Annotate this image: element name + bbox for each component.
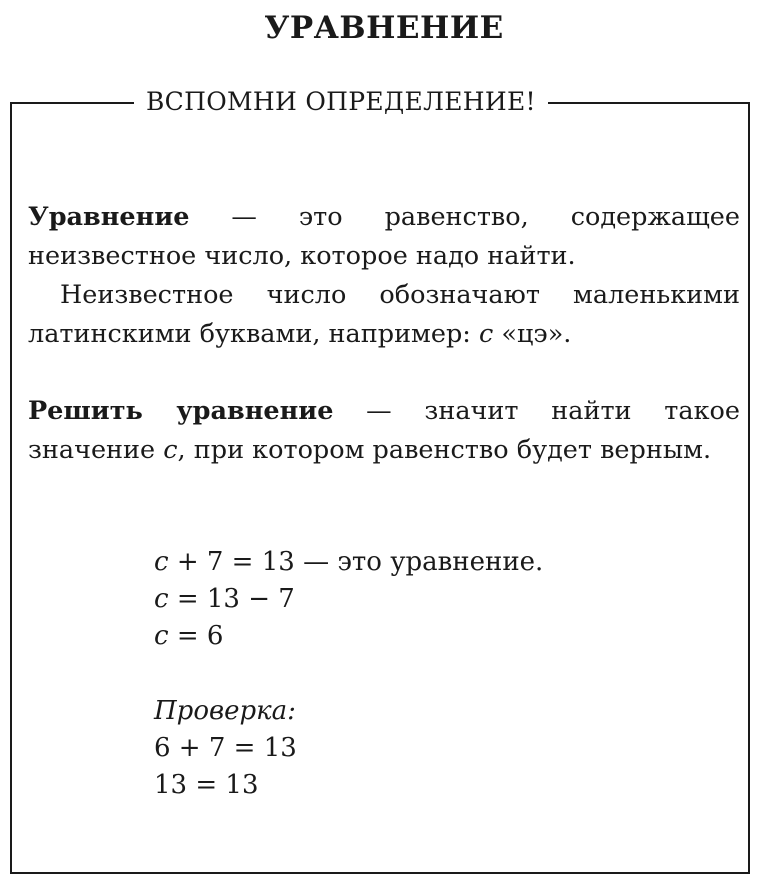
check-line: 13 = 13 <box>154 770 259 800</box>
notation-text: Неизвестное число обозначают маленькими латинскими буквами, например: <box>28 280 740 349</box>
check-label: Проверка: <box>154 696 296 726</box>
notation-quote: «цэ». <box>493 319 572 349</box>
solve-text-before: — значит найти такое значение <box>28 396 740 465</box>
solve-definition <box>28 392 740 470</box>
notation-variable: c <box>479 319 494 349</box>
check-block <box>154 693 297 804</box>
example-line-result <box>154 618 543 655</box>
notation-paragraph <box>28 276 740 354</box>
example-line-equation <box>154 544 543 581</box>
example-block <box>154 544 543 655</box>
example-expression: = 13 − 7 <box>168 584 295 614</box>
example-variable: c <box>154 547 169 577</box>
solve-variable: c <box>163 435 178 465</box>
example-line-step <box>154 581 543 618</box>
example-variable: c <box>154 584 169 614</box>
example-variable: c <box>154 621 169 651</box>
example-expression: + 7 = 13 — это уравнение. <box>168 547 544 577</box>
solve-text-after: , при котором равенство будет верным. <box>177 435 712 465</box>
term-solve-equation: Решить уравнение <box>28 396 334 426</box>
definition-text: — это равенство, содержащее неизвестное число, которое надо найти. <box>28 202 740 271</box>
check-line: 6 + 7 = 13 <box>154 733 297 763</box>
equation-definition <box>28 198 740 276</box>
example-expression: = 6 <box>168 621 224 651</box>
term-equation: Уравнение <box>28 202 190 232</box>
page-title: УРАВНЕНИЕ <box>264 10 504 46</box>
box-heading: ВСПОМНИ ОПРЕДЕЛЕНИЕ! <box>134 82 548 122</box>
